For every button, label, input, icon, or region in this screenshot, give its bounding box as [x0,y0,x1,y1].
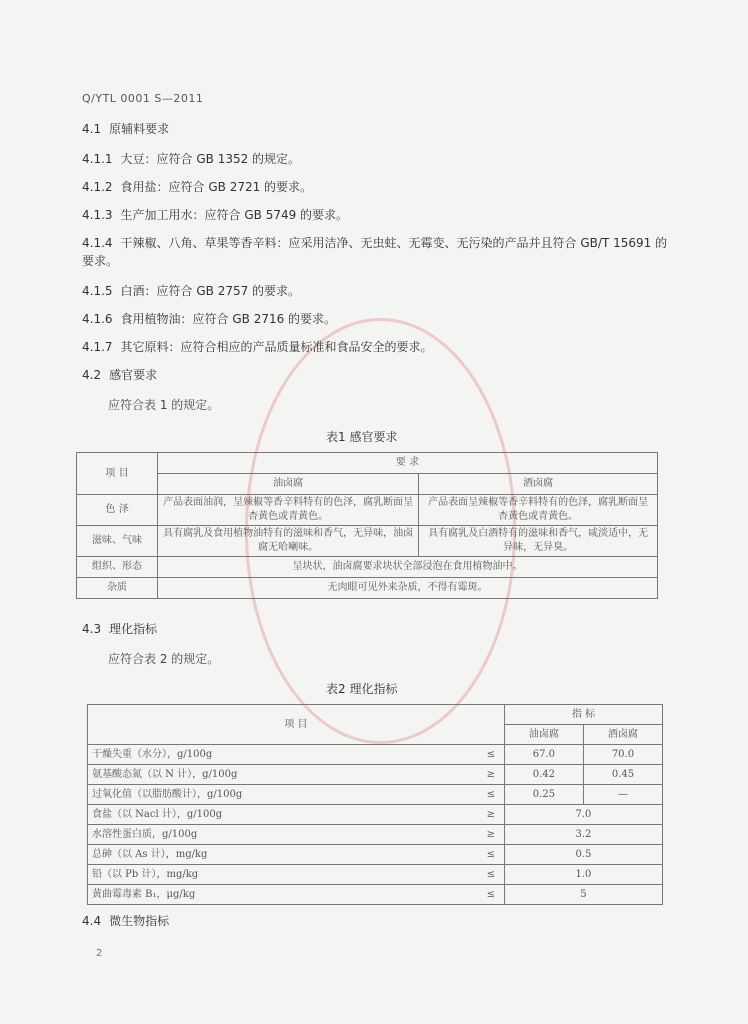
section-4-3-body: 应符合表 2 的规定。 [108,652,220,666]
table-row: 色 泽 产品表面油润，呈辣椒等香辛料特有的色泽，腐乳断面呈杏黄色或青黄色。 产品表面呈辣椒等香辛料特有的色泽，腐乳断面呈杏黄色或青黄色。 [77,495,658,526]
table-row: 食盐（以 Nacl 计），g/100g ≥ 7.0 [88,805,663,825]
table-row: 滋味、气味 具有腐乳及食用植物油特有的滋味和香气，无异味，油卤腐无哈喇味。 具有腐乳及白酒特有的滋味和香气，咸淡适中，无异味，无异臭。 [77,526,658,557]
table1-caption: 表1 感官要求 [326,430,398,444]
table1-header-col1: 油卤腐 [158,474,419,495]
table1-header-col2: 酒卤腐 [419,474,658,495]
section-4-2: 4.2 感官要求 [82,368,158,382]
page-number: 2 [96,948,103,959]
table-row: 水溶性蛋白质，g/100g ≥ 3.2 [88,825,663,845]
table2-header-idx: 指 标 [504,705,662,725]
table2-header-col1: 油卤腐 [504,725,583,745]
table1-header-item: 项 目 [77,453,158,495]
table-row: 铅（以 Pb 计），mg/kg ≤ 1.0 [88,865,663,885]
table-row: 组织、形态 呈块状，油卤腐要求块状全部浸泡在食用植物油中。 [77,557,658,578]
table-row: 干燥失重（水分），g/100g ≤ 67.0 70.0 [88,745,663,765]
table-row: 杂质 无肉眼可见外来杂质，不得有霉斑。 [77,578,658,599]
table2-caption: 表2 理化指标 [326,682,398,696]
section-4-2-body: 应符合表 1 的规定。 [108,398,220,412]
table1-header-req: 要 求 [158,453,658,474]
table-row: 氨基酸态氮（以 N 计），g/100g ≥ 0.42 0.45 [88,765,663,785]
sensory-requirements-table [76,452,658,599]
section-4-4: 4.4 微生物指标 [82,914,170,928]
section-4-1-7: 4.1.7 其它原料：应符合相应的产品质量标准和食品安全的要求。 [82,340,433,354]
table2-header-col2: 酒卤腐 [583,725,662,745]
table-row: 黄曲霉毒素 B₁，μg/kg ≤ 5 [88,885,663,905]
section-4-1-6: 4.1.6 食用植物油：应符合 GB 2716 的要求。 [82,312,337,326]
section-4-1-2: 4.1.2 食用盐：应符合 GB 2721 的要求。 [82,180,313,194]
table-row: 过氧化值（以脂肪酸计），g/100g ≤ 0.25 — [88,785,663,805]
document-code-header: Q/YTL 0001 S—2011 [82,92,204,105]
table2-header-item: 项 目 [88,705,505,745]
section-4-1-3: 4.1.3 生产加工用水：应符合 GB 5749 的要求。 [82,208,349,222]
section-4-1-4: 4.1.4 干辣椒、八角、草果等香辛料：应采用洁净、无虫蛀、无霉变、无污染的产品并且符合 GB/T 15691 的要求。 [82,236,668,268]
section-4-1-1: 4.1.1 大豆：应符合 GB 1352 的规定。 [82,152,301,166]
physicochemical-table [87,704,663,905]
section-4-1-5: 4.1.5 白酒：应符合 GB 2757 的要求。 [82,284,301,298]
table-row: 总砷（以 As 计），mg/kg ≤ 0.5 [88,845,663,865]
section-4-1: 4.1 原辅料要求 [82,122,170,136]
section-4-3: 4.3 理化指标 [82,622,158,636]
